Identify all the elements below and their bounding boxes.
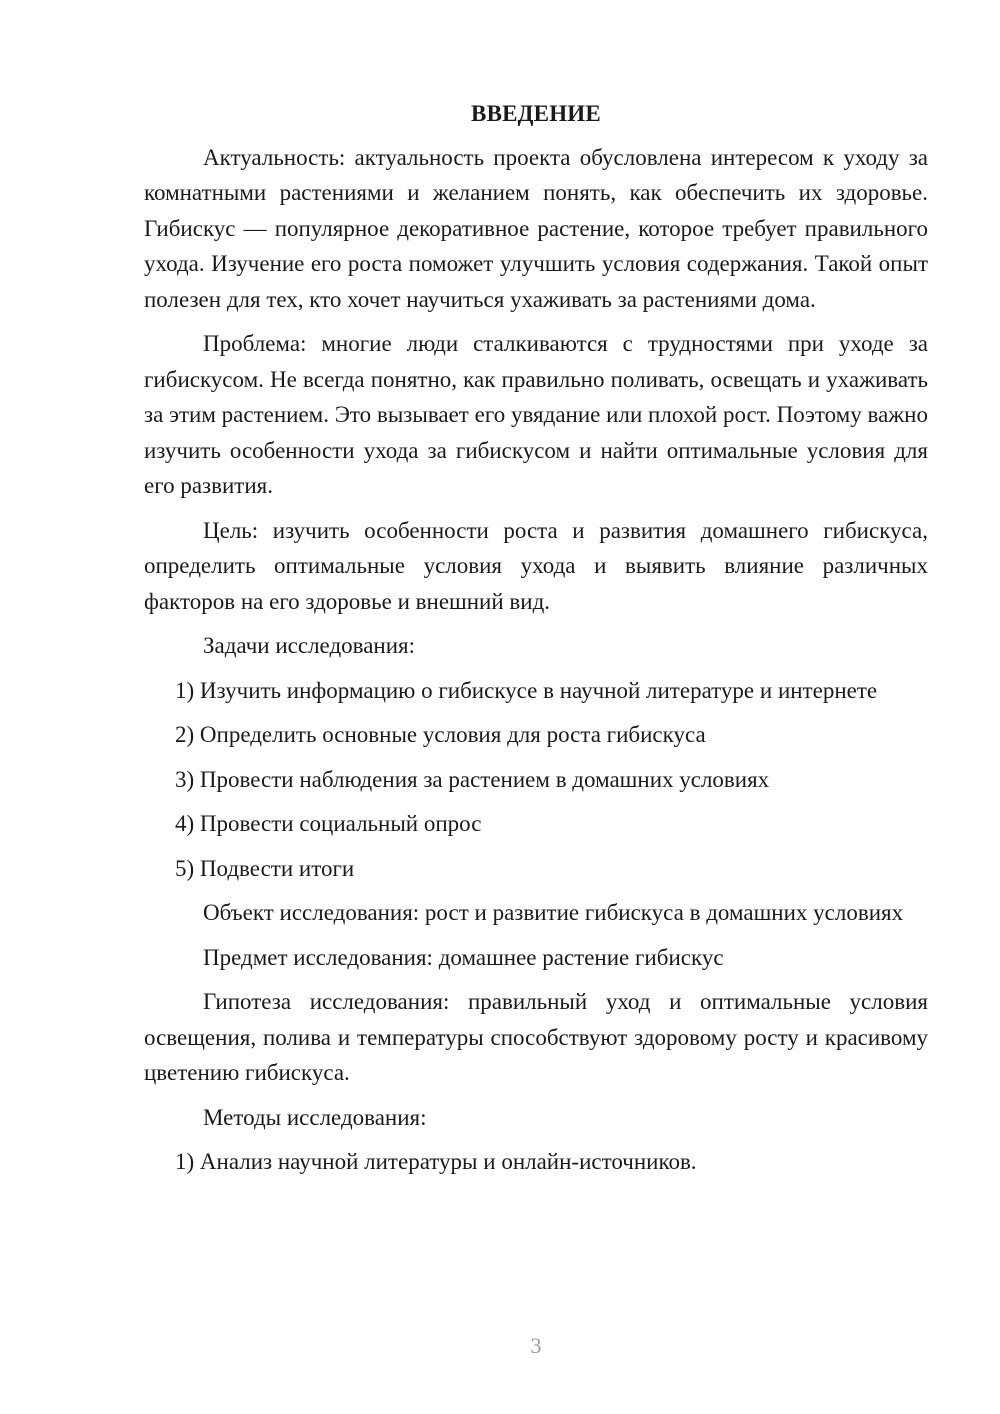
methods-heading: Методы исследования: <box>203 1104 427 1130</box>
goal-paragraph: Цель: изучить особенности роста и развития домашнего гибискуса, определить оптимальные условия ухода и выявить влияние различных факторов на его здоровье и внешний вид. <box>144 517 928 614</box>
hypothesis-paragraph: Гипотеза исследования: правильный уход и оптимальные условия освещения, полива и температуры способствуют здоровому росту и красивому цветению гибискуса. <box>144 989 928 1085</box>
page-number: 3 <box>530 1333 542 1358</box>
method-item: 1) Анализ научной литературы и онлайн-источников. <box>175 1149 697 1174</box>
task-item: 1) Изучить информацию о гибискусе в научной литературе и интернете <box>175 677 878 703</box>
tasks-heading: Задачи исследования: <box>203 633 416 658</box>
document-page <box>144 96 928 1189</box>
problem-paragraph: Проблема: многие люди сталкиваются с трудностями при уходе за гибискусом. Не всегда понятно, как правильно поливать, освещать и ухаживать за этим растением. Это вызывает его увядание или плохой рост. Поэтому важно изучить особенности ухода за гибискусом и найти оптимальные условия для его развития. <box>144 331 928 498</box>
relevance-paragraph: Актуальность: актуальность проекта обусловлена интересом к уходу за комнатными растениями и желанием понять, как обеспечить их здоровье. Гибискус — популярное декоративное растение, которое требует правильного ухода. Изучение его роста поможет улучшить условия содержания. Такой опыт полезен для тех, кто хочет научиться ухаживать за растениями дома. <box>144 144 928 312</box>
task-item: 5) Подвести итоги <box>175 855 355 881</box>
task-item: 3) Провести наблюдения за растением в домашних условиях <box>175 766 770 792</box>
task-item: 4) Провести социальный опрос <box>175 811 482 836</box>
page-title: ВВЕДЕНИЕ <box>471 101 601 126</box>
object-paragraph: Объект исследования: рост и развитие гибискуса в домашних условиях <box>203 900 904 925</box>
task-item: 2) Определить основные условия для роста гибискуса <box>175 722 706 747</box>
subject-paragraph: Предмет исследования: домашнее растение гибискус <box>203 944 724 970</box>
